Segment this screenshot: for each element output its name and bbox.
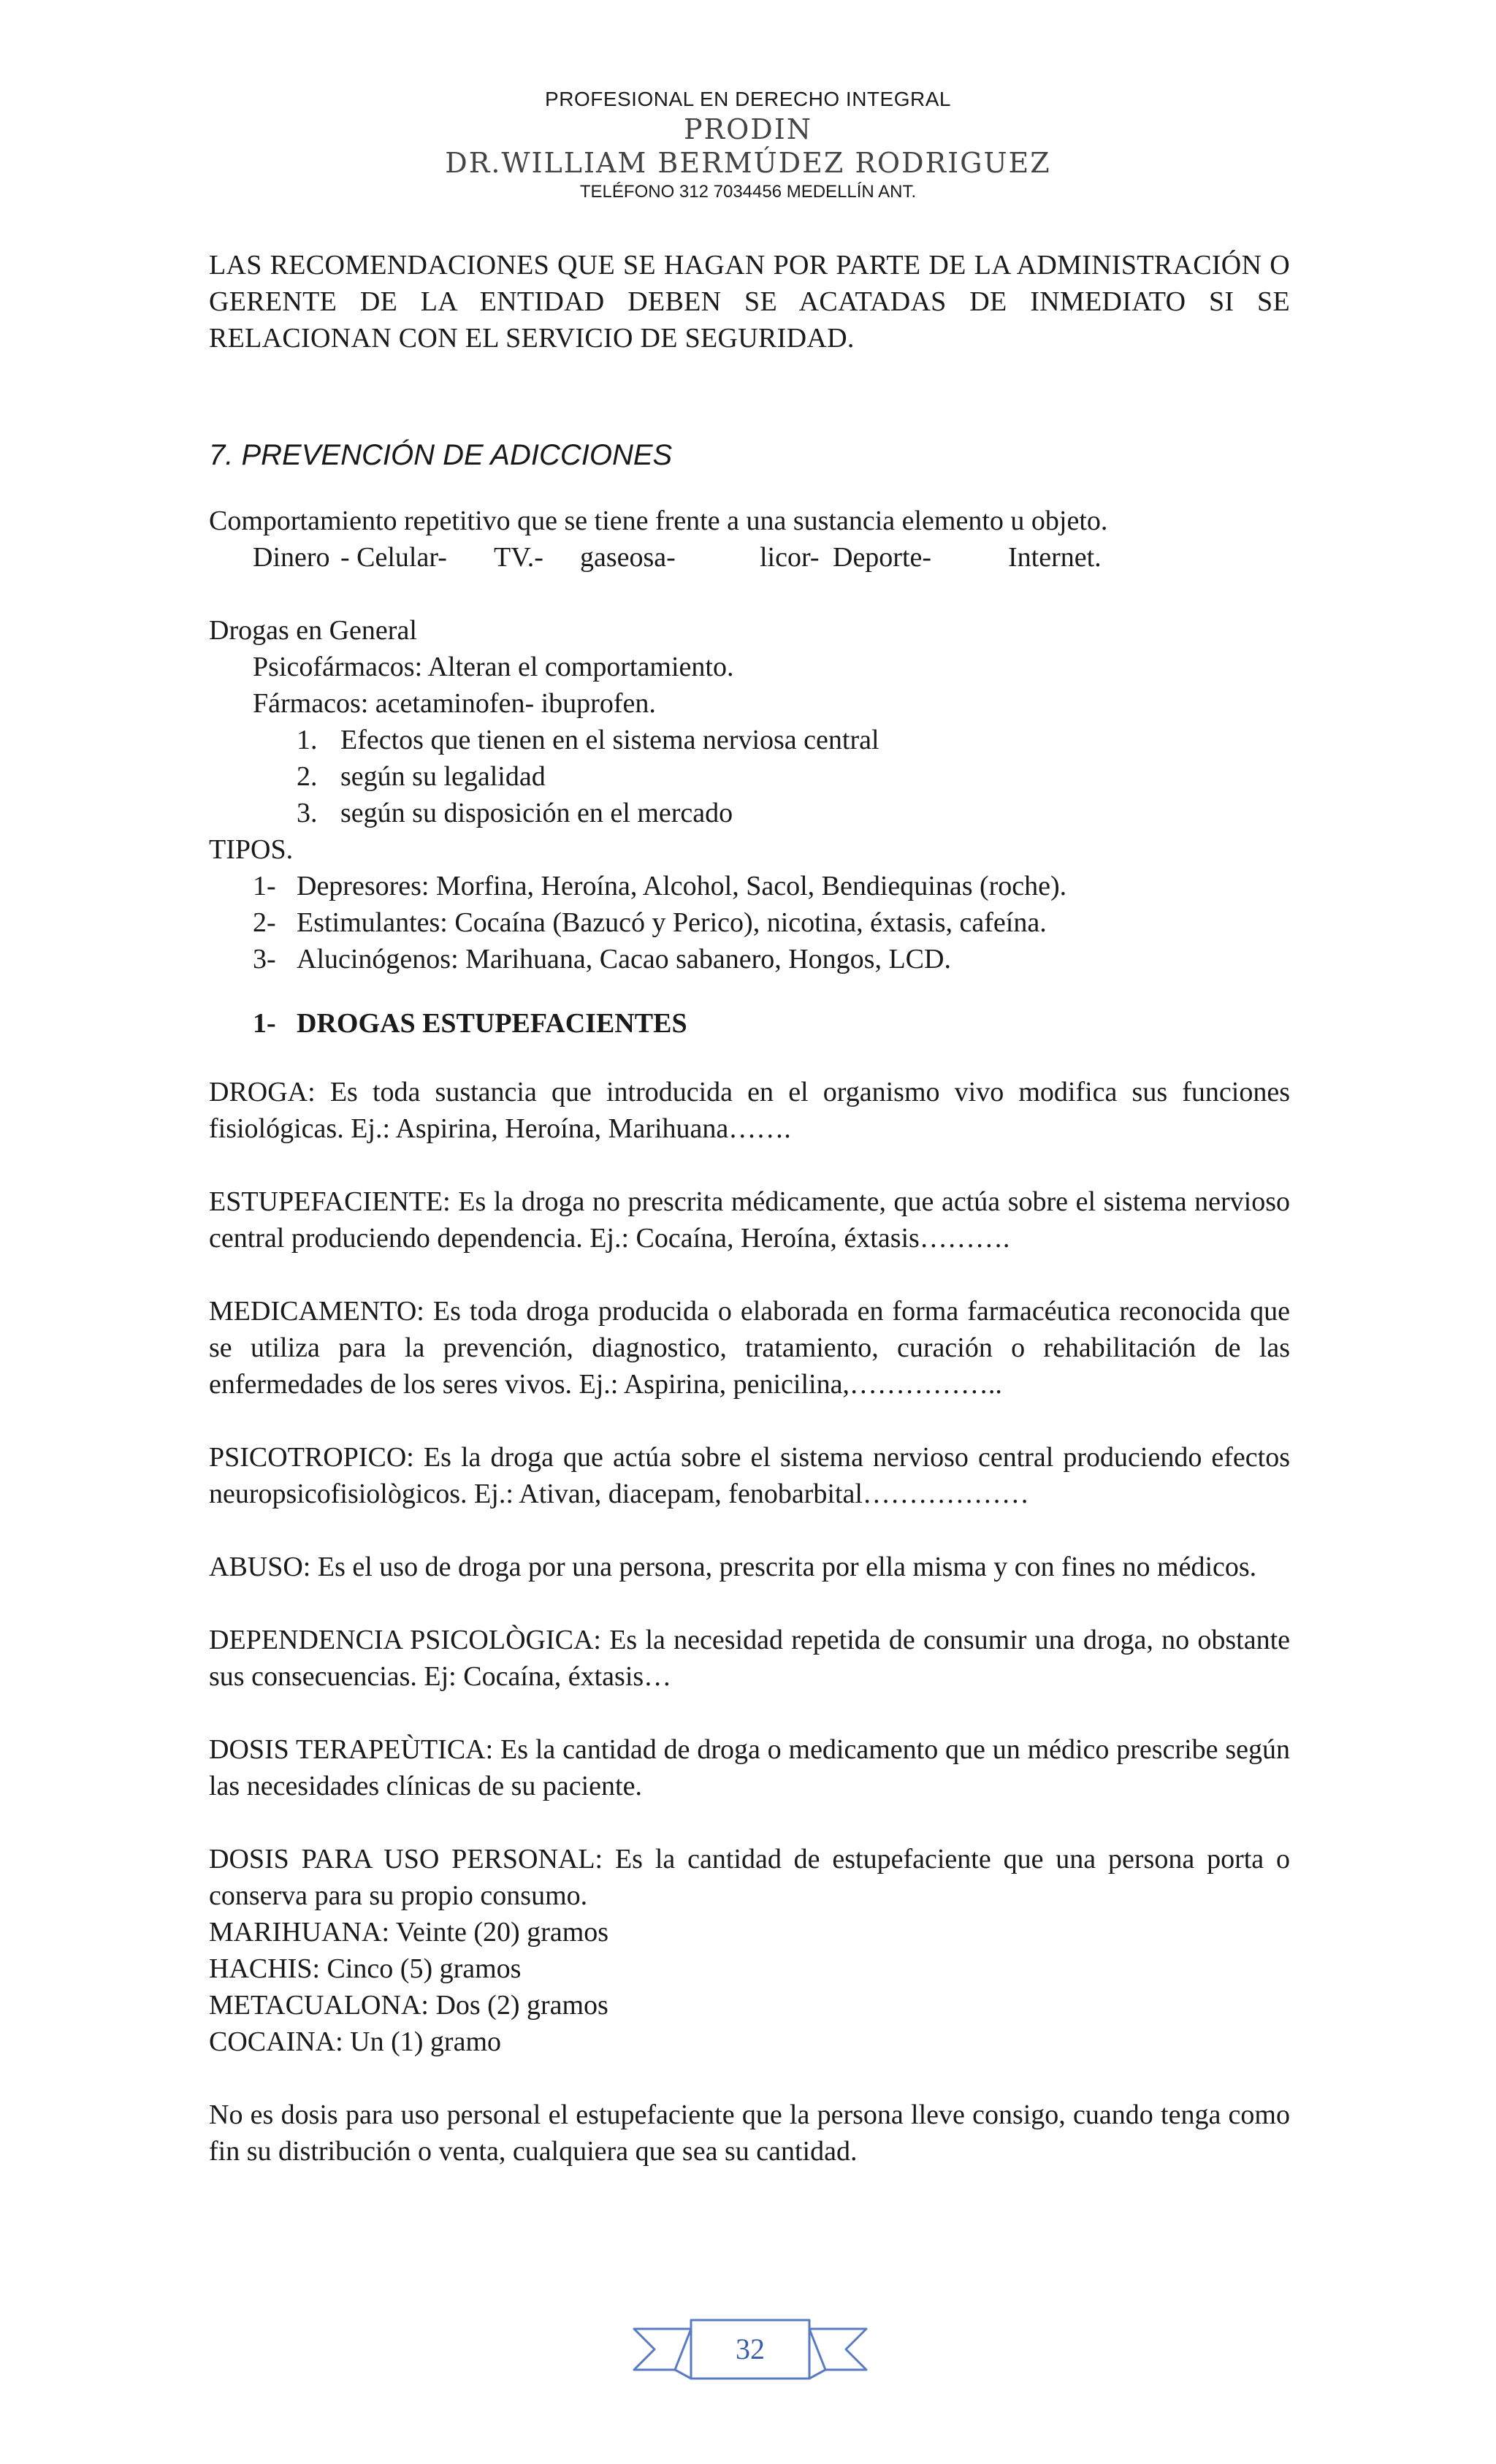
dosis-item: METACUALONA: Dos (2) gramos bbox=[209, 1990, 608, 2021]
example-item: Dinero bbox=[253, 542, 330, 573]
page-number-ribbon bbox=[630, 2313, 871, 2386]
examples-row bbox=[209, 539, 1290, 576]
list-text: según su disposición en el mercado bbox=[340, 798, 733, 828]
definition-dosis-terapeutica: DOSIS TERAPEÙTICA: Es la cantidad de droga o medicamento que un médico prescribe según las necesidades clínicas de su paciente. bbox=[209, 1734, 1290, 1801]
list-item bbox=[253, 868, 1290, 904]
letterhead-brand: PRODIN bbox=[683, 113, 813, 145]
section-title: 7. PREVENCIÓN DE ADICCIONES bbox=[209, 439, 673, 471]
list-text: Efectos que tienen en el sistema nerviosa central bbox=[340, 725, 879, 755]
criteria-list bbox=[209, 722, 1290, 831]
dosis-item: HACHIS: Cinco (5) gramos bbox=[209, 1953, 522, 1984]
definition-dependencia: DEPENDENCIA PSICOLÒGICA: Es la necesidad repetida de consumir una droga, no obstante sus consecuencias. Ej: Cocaína, éxtasis… bbox=[209, 1625, 1290, 1692]
list-number: 2. bbox=[297, 761, 318, 792]
drugs-general-heading: Drogas en General bbox=[209, 615, 417, 646]
definition-estupefaciente: ESTUPEFACIENTE: Es la droga no prescrita médicamente, que actúa sobre el sistema nervioso central produciendo dependencia. Ej.: Cocaína, Heroína, éxtasis………. bbox=[209, 1186, 1290, 1254]
document-body bbox=[209, 247, 1290, 2170]
intro-paragraph: LAS RECOMENDACIONES QUE SE HAGAN POR PARTE DE LA ADMINISTRACIÓN O GERENTE DE LA ENTIDAD DEBEN SE ACATADAS DE INMEDIATO SI SE RELACIONAN CON EL SERVICIO DE SEGURIDAD. bbox=[209, 250, 1290, 354]
list-item bbox=[297, 795, 1290, 831]
section-definition: Comportamiento repetitivo que se tiene frente a una sustancia elemento u objeto. bbox=[209, 506, 1108, 536]
list-number: 3- bbox=[253, 944, 276, 974]
definition-medicamento: MEDICAMENTO: Es toda droga producida o elaborada en forma farmacéutica reconocida que se utiliza para la prevención, diagnostico, tratamiento, curación o rehabilitación de las enfermedades de los seres vivos. Ej.: Aspirina, penicilina,…………….. bbox=[209, 1296, 1290, 1400]
letterhead-name: DR.WILLIAM BERMÚDEZ RODRIGUEZ bbox=[445, 147, 1051, 179]
definition-abuso: ABUSO: Es el uso de droga por una persona, prescrita por ella misma y con fines no médicos. bbox=[209, 1552, 1257, 1582]
definition-droga: DROGA: Es toda sustancia que introducida en el organismo vivo modifica sus funciones fisiológicas. Ej.: Aspirina, Heroína, Marihuana……. bbox=[209, 1077, 1290, 1144]
example-item: gaseosa- bbox=[580, 542, 676, 573]
list-text: Alucinógenos: Marihuana, Cacao sabanero, Hongos, LCD. bbox=[297, 944, 951, 974]
example-item: Deporte- bbox=[833, 542, 932, 573]
list-text: Depresores: Morfina, Heroína, Alcohol, Sacol, Bendiequinas (roche). bbox=[297, 871, 1067, 901]
subsection-number: 1- bbox=[253, 1008, 276, 1039]
list-number: 1. bbox=[297, 725, 318, 755]
list-text: Estimulantes: Cocaína (Bazucó y Perico), nicotina, éxtasis, cafeína. bbox=[297, 907, 1047, 938]
definition-psicotropico: PSICOTROPICO: Es la droga que actúa sobre el sistema nervioso central produciendo efectos neuropsicofisiològicos. Ej.: Ativan, diacepam, fenobarbital……………… bbox=[209, 1442, 1290, 1509]
example-item: licor- bbox=[760, 542, 820, 573]
letterhead-phone: TELÉFONO 312 7034456 MEDELLÍN ANT. bbox=[579, 182, 917, 202]
types-heading: TIPOS. bbox=[209, 834, 294, 865]
subsection-heading bbox=[209, 1005, 1290, 1042]
list-text: según su legalidad bbox=[340, 761, 546, 792]
letterhead-line-1: PROFESIONAL EN DERECHO INTEGRAL bbox=[545, 88, 951, 110]
list-item bbox=[297, 722, 1290, 758]
example-item: Internet. bbox=[1008, 542, 1102, 573]
list-item bbox=[253, 941, 1290, 977]
subsection-title: DROGAS ESTUPEFACIENTES bbox=[297, 1008, 687, 1039]
definition-dosis-personal: DOSIS PARA USO PERSONAL: Es la cantidad de estupefaciente que una persona porta o conserva para su propio consumo. bbox=[209, 1844, 1290, 1911]
farmacos-line: Fármacos: acetaminofen- ibuprofen. bbox=[253, 688, 656, 719]
list-number: 3. bbox=[297, 798, 318, 828]
dosis-item: MARIHUANA: Veinte (20) gramos bbox=[209, 1917, 609, 1948]
example-item: - Celular- bbox=[340, 542, 447, 573]
example-item: TV.- bbox=[494, 542, 543, 573]
psicofarmacos-line: Psicofármacos: Alteran el comportamiento. bbox=[253, 652, 734, 682]
list-number: 1- bbox=[253, 871, 276, 901]
list-item bbox=[253, 904, 1290, 941]
letterhead bbox=[0, 86, 1496, 205]
list-number: 2- bbox=[253, 907, 276, 938]
closing-paragraph: No es dosis para uso personal el estupefaciente que la persona lleve consigo, cuando tenga como fin su distribución o venta, cualquiera que sea su cantidad. bbox=[209, 2099, 1290, 2167]
list-item bbox=[297, 758, 1290, 795]
dosis-item: COCAINA: Un (1) gramo bbox=[209, 2026, 502, 2057]
page-number: 32 bbox=[736, 2333, 765, 2365]
types-list bbox=[209, 868, 1290, 977]
